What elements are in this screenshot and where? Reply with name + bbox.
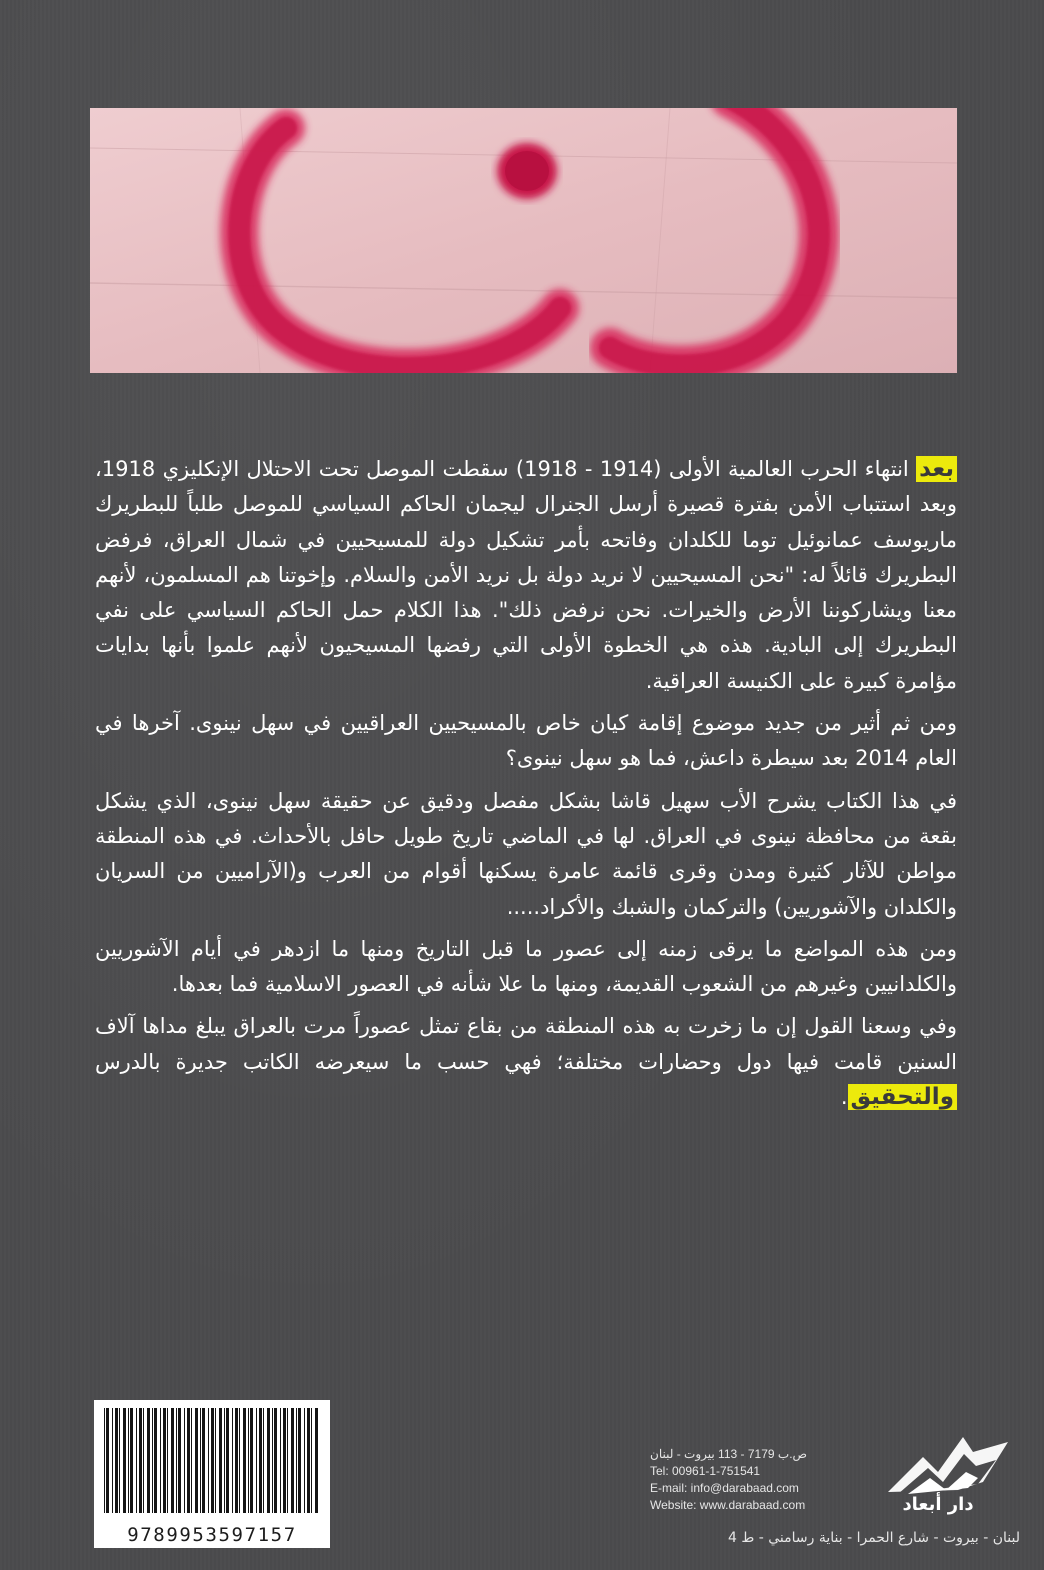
barcode-bar: [119, 1408, 120, 1513]
description-paragraph-1: [95, 452, 957, 699]
barcode-bar: [219, 1408, 222, 1513]
lead-word-highlight: بعد: [916, 456, 957, 482]
barcode-bar: [123, 1408, 126, 1513]
book-description: [95, 452, 957, 1122]
barcode-bar: [106, 1408, 109, 1513]
publisher-name: دار أبعاد: [902, 1494, 974, 1515]
barcode-bar: [167, 1408, 168, 1513]
barcode-bar: [307, 1408, 310, 1513]
closing-word-highlight: والتحقيق: [848, 1084, 957, 1110]
barcode-bar: [211, 1408, 214, 1513]
barcode-bar: [274, 1408, 277, 1513]
barcode-bar: [154, 1408, 157, 1513]
barcode-bar: [311, 1408, 312, 1513]
barcode-bar: [208, 1408, 209, 1513]
barcode-bar: [267, 1408, 270, 1513]
website: Website: www.darabaad.com: [650, 1498, 806, 1512]
barcode-bar: [226, 1408, 229, 1513]
barcode-bar: [259, 1408, 262, 1513]
description-paragraph-3: في هذا الكتاب يشرح الأب سهيل قاشا بشكل مفصل ودقيق عن حقيقة سهل نينوى، الذي يشكل بقعة من محافظة نينوى في العراق. لها في الماضي تاريخ طويل حافل بالأحداث. في هذه المنطقة مواطن للآثار كثيرة ومدن وقرى قائمة عامرة يسكنها أقوام من العرب و(الآراميين من السريان والكلدان والآشوريين) والتركمان والشبك والأكراد.....: [95, 788, 957, 919]
telephone: Tel: 00961-1-751541: [650, 1464, 761, 1478]
barcode-bar: [296, 1408, 297, 1513]
barcode-bar: [202, 1408, 205, 1513]
barcode-bar: [152, 1408, 153, 1513]
description-paragraph-2: ومن ثم أثير من جديد موضوع إقامة كيان خاص بالمسيحيين العراقيين في سهل نينوى. آخرها في العام 2014 بعد سيطرة داعش، فما هو سهل نينوى؟: [95, 711, 957, 771]
email: E-mail: info@darabaad.com: [650, 1481, 799, 1495]
barcode-bar: [200, 1408, 201, 1513]
barcode-bar: [243, 1408, 246, 1513]
barcode-bar: [191, 1408, 192, 1513]
barcode-bar: [287, 1408, 288, 1513]
barcode-bar: [112, 1408, 113, 1513]
nun-graffiti-icon: [90, 108, 957, 373]
isbn-number: 9789953597157: [127, 1524, 297, 1546]
barcode-bar: [104, 1408, 105, 1513]
barcode-bar: [178, 1408, 181, 1513]
barcode-bar: [128, 1408, 129, 1513]
nun-symbol-image: [90, 108, 957, 373]
barcode-bar: [232, 1408, 233, 1513]
barcode-bar: [250, 1408, 253, 1513]
barcode-bar: [248, 1408, 249, 1513]
barcode-bar: [160, 1408, 161, 1513]
barcode-bar: [298, 1408, 301, 1513]
barcode-bar: [263, 1408, 264, 1513]
paragraph-5-end: .: [840, 1085, 848, 1110]
barcode-bar: [215, 1408, 216, 1513]
barcode-bar: [184, 1408, 185, 1513]
barcode-bar: [224, 1408, 225, 1513]
barcode-bar: [139, 1408, 142, 1513]
barcode-bar: [239, 1408, 240, 1513]
barcode-bar: [195, 1408, 198, 1513]
barcode-bar: [304, 1408, 305, 1513]
barcode-bar: [136, 1408, 137, 1513]
paragraph-5-text: وفي وسعنا القول إن ما زخرت به هذه المنطقة من بقاع تمثل عصوراً مرت بالعراق يبلغ مداها آلاف السنين قامت فيها دول وحضارات مختلفة؛ فهي حسب ما سيعرضه الكاتب جديرة بالدرس: [95, 1014, 957, 1074]
barcode-bar: [256, 1408, 257, 1513]
barcode-bar: [315, 1408, 318, 1513]
barcode-bar: [147, 1408, 150, 1513]
publisher-address: لبنان - بيروت - شارع الحمرا - بناية رسامني - ط 4: [727, 1530, 1020, 1546]
barcode-bar: [171, 1408, 174, 1513]
barcode-bar: [130, 1408, 133, 1513]
paragraph-1-text: انتهاء الحرب العالمية الأولى (1914 - 1918) سقطت الموصل تحت الاحتلال الإنكليزي 1918، وبعد استتباب الأمن بفترة قصيرة أرسل الجنرال ليجمان الحاكم السياسي للموصل طلباً للبطريرك ماريوسف عمانوئيل توما للكلدان وفاتحه بأمر تشكيل دولة للمسيحيين في شمال العراق، فرفض البطريرك قائلاً له: "نحن المسيحيين لا نريد دولة بل نريد الأمن والسلام. وإخوتنا هم المسلمون، لأنهم معنا ويشاركوننا الأرض والخيرات. نحن نرفض ذلك". هذا الكلام حمل الحاكم السياسي على نفي البطريرك إلى البادية. هذه هي الخطوة الأولى التي رفضها المسيحيون لأنهم علموا بأنها بدايات مؤامرة كبيرة على الكنيسة العراقية.: [95, 457, 957, 693]
barcode-bar: [176, 1408, 177, 1513]
description-paragraph-4: ومن هذه المواضع ما يرقى زمنه إلى عصور ما قبل التاريخ ومنها ما ازدهر في أيام الآشوريين والكلدانيين وغيرهم من الشعوب القديمة، ومنها ما علا شأنه في العصور الاسلامية فما بعدها.: [95, 936, 957, 997]
description-paragraph-5: [95, 1009, 957, 1115]
po-box: ص.ب 7179 - 113 بيروت - لبنان: [650, 1447, 808, 1461]
barcode-bar: [272, 1408, 273, 1513]
barcode-bar: [163, 1408, 166, 1513]
barcode-bar: [143, 1408, 144, 1513]
barcode-bar: [291, 1408, 294, 1513]
isbn-barcode: [94, 1400, 330, 1548]
publisher-contact: [650, 1446, 850, 1514]
barcode-bars: [94, 1400, 330, 1520]
barcode-bar: [235, 1408, 238, 1513]
barcode-bar: [115, 1408, 118, 1513]
barcode-bar: [283, 1408, 286, 1513]
barcode-bar: [187, 1408, 190, 1513]
barcode-bar: [280, 1408, 281, 1513]
